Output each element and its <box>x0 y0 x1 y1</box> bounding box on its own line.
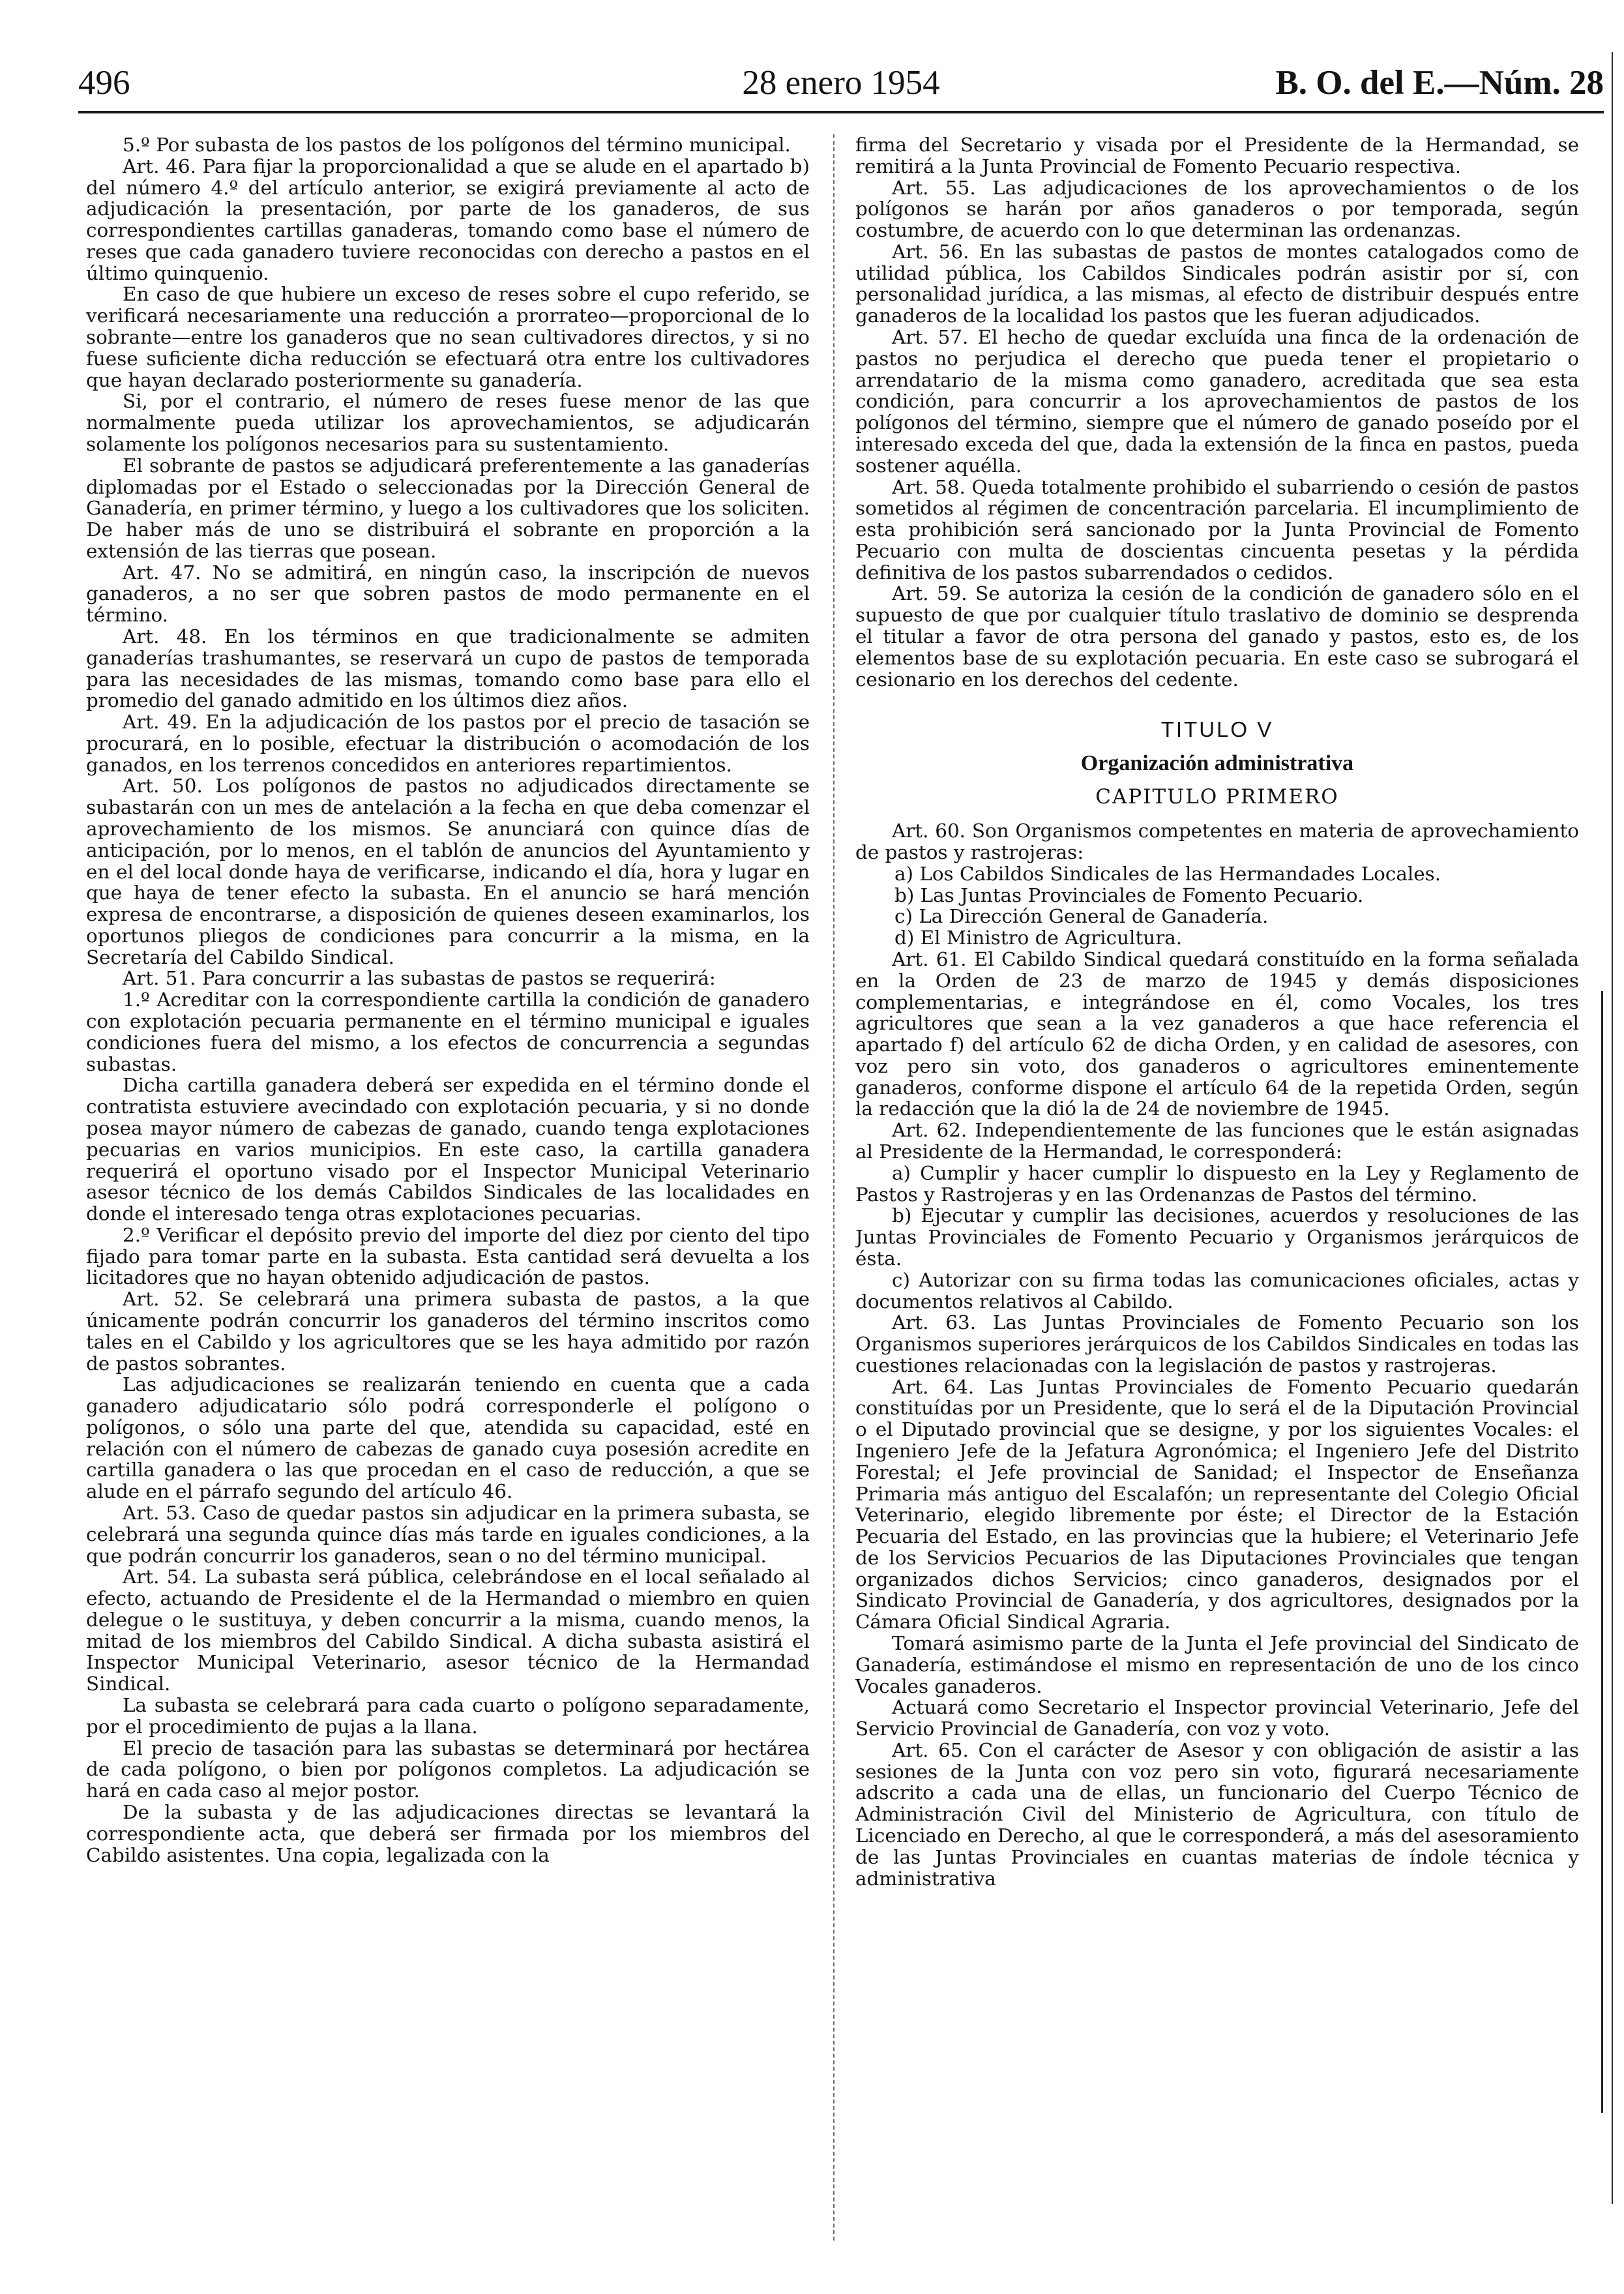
left-column <box>86 134 810 2260</box>
paragraph: Art. 52. Se celebrará una primera subasta de pastos, a la que únicamente podrán concurrir los ganaderos del término inscritos como tales en el Cabildo y los agricultores que se les haya admitido por razón de pastos sobrantes. <box>86 1288 810 1375</box>
paragraph: Art. 62. Independientemente de las funciones que le están asignadas al Presidente de la Hermandad, le corresponderá: <box>855 1119 1579 1163</box>
section-title: TITULO V <box>1160 717 1274 742</box>
paragraph: Art. 57. El hecho de quedar excluída una finca de la ordenación de pastos no perjudica el derecho que pueda tener el propietario o arrendatario de la misma como ganadero, acreditada que sea esta condición, para concurrir a los aprovechamientos de pastos de los polígonos del término, siempre que el número de ganado poseído por el interesado exceda del que, dada la extensión de la finca en pastos, pueda sostener aquélla. <box>855 326 1579 477</box>
paragraph: Art. 56. En las subastas de pastos de montes catalogados como de utilidad pública, los Cabildos Sindicales podrán asistir por sí, con personalidad jurídica, a las mismas, al efecto de distribuir después entre ganaderos de la localidad los pastos que les fueran adjudicados. <box>855 240 1579 327</box>
section-subtitle: Organización administrativa <box>1080 751 1354 776</box>
paragraph: Art. 47. No se admitirá, en ningún caso, la inscripción de nuevos ganaderos, a no ser que sobren pastos de modo permanente en el término. <box>86 561 810 627</box>
paragraph: Art. 59. Se autoriza la cesión de la condición de ganadero sólo en el supuesto de que por cualquier título traslativo de dominio se desprenda el titular a favor de otra persona del ganado y pastos, esto es, de los elementos base de su explotación pecuaria. En este caso se subrogará el cesionario en los derechos del cedente. <box>855 582 1579 691</box>
margin-bar <box>1601 991 1603 2113</box>
page-number: 496 <box>78 64 130 102</box>
chapter-heading: CAPITULO PRIMERO <box>1095 785 1339 809</box>
publication-issue: B. O. del E.—Núm. 28 <box>1275 64 1604 102</box>
paragraph: 5.º Por subasta de los pastos de los polígonos del término municipal. <box>123 134 791 156</box>
right-column <box>855 134 1579 2260</box>
paragraph: Art. 63. Las Juntas Provinciales de Fomento Pecuario son los Organismos superiores jerárquicos de los Cabildos Sindicales en todas las cuestiones relacionadas con la legislación de pastos y rastrojeras. <box>855 1311 1579 1377</box>
paragraph: Art. 49. En la adjudicación de los pastos por el precio de tasación se procurará, en lo posible, efectuar la distribución o acomodación de los ganados, en los terrenos concedidos en anteriores repartimientos. <box>86 711 810 776</box>
list-item: a) Los Cabildos Sindicales de las Hermandades Locales. <box>894 862 1441 885</box>
paragraph: En caso de que hubiere un exceso de reses sobre el cupo referido, se verificará necesariamente una reducción a prorrateo—proporcional de lo sobrante—entre los ganaderos que no sean cultivadores directos, y si no fuese suficiente dicha reducción se efectuará otra entre los cultivadores que hayan declarado posteriormente su ganadería. <box>86 283 810 391</box>
paragraph: a) Cumplir y hacer cumplir lo dispuesto en la Ley y Reglamento de Pastos y Rastrojeras y en las Ordenanzas de Pastos del término. <box>855 1161 1579 1206</box>
paragraph: Tomará asimismo parte de la Junta el Jefe provincial del Sindicato de Ganadería, estimándose el mismo en representación de uno de los cinco Vocales ganaderos. <box>855 1632 1579 1697</box>
paragraph: Art. 60. Son Organismos competentes en materia de aprovechamiento de pastos y rastrojeras: <box>855 820 1579 864</box>
paragraph: Art. 54. La subasta será pública, celebrándose en el local señalado al efecto, actuando de Presidente el de la Hermandad o miembro en quien delegue o le sustituya, y deben concurrir a la misma, cuando menos, la mitad de los miembros del Cabildo Sindical. A dicha subasta asistirá el Inspector Municipal Veterinario, asesor técnico de la Hermandad Sindical. <box>86 1566 810 1695</box>
paragraph: Art. 46. Para fijar la proporcionalidad a que se alude en el apartado b) del número 4.º del artículo anterior, se exigirá previamente al acto de adjudicación la presentación, por parte de los ganaderos, de sus correspondientes cartillas ganaderas, tomando como base el número de reses que cada ganadero tuviere reconocidas con derecho a pastos en el último quinquenio. <box>86 155 810 284</box>
paragraph: El precio de tasación para las subastas se determinará por hectárea de cada polígono, o bien por polígonos completos. La adjudicación se hará en cada caso al mejor postor. <box>86 1736 810 1802</box>
paragraph: Art. 55. Las adjudicaciones de los aprovechamientos o de los polígonos se harán por años ganaderos o por temporada, según costumbre, de acuerdo con lo que determinan las ordenanzas. <box>855 176 1579 242</box>
paragraph: Actuará como Secretario el Inspector provincial Veterinario, Jefe del Servicio Provincial de Ganadería, con voz y voto. <box>855 1696 1579 1740</box>
page-edge-line <box>1612 52 1613 2204</box>
list-item: d) El Ministro de Agricultura. <box>894 927 1183 949</box>
paragraph: Art. 48. En los términos en que tradicionalmente se admiten ganaderías trashumantes, se reservará un cupo de pastos de temporada para las necesidades de las mismas, tomando como base para ello el promedio del ganado admitido en los últimos diez años. <box>86 625 810 712</box>
paragraph: firma del Secretario y visada por el Presidente de la Hermandad, se remitirá a la Junta Provincial de Fomento Pecuario respectiva. <box>855 134 1579 177</box>
paragraph: c) Autorizar con su firma todas las comunicaciones oficiales, actas y documentos relativos al Cabildo. <box>855 1268 1579 1313</box>
paragraph: Art. 58. Queda totalmente prohibido el subarriendo o cesión de pastos sometidos al régimen de concentración parcelaria. El incumplimiento de esta prohibición será sancionado por la Junta Provincial de Fomento Pecuario con multa de doscientas cincuenta pesetas y la pérdida definitiva de los pastos subarrendados o cedidos. <box>855 475 1579 584</box>
page-header <box>78 61 1604 113</box>
paragraph: Art. 64. Las Juntas Provinciales de Fomento Pecuario quedarán constituídas por un Presidente, que lo será el de la Diputación Provincial o el Diputado provincial que se designe, y por los siguientes Vocales: el Ingeniero Jefe de la Jefatura Agronómica; el Ingeniero Jefe del Distrito Forestal; el Jefe provincial de Sanidad; el Inspector de Enseñanza Primaria más antiguo del Escalafón; un representante del Colegio Oficial Veterinario, elegido libremente por éste; el Director de la Estación Pecuaria del Estado, en las provincias que la hubiere; el Veterinario Jefe de los Servicios Pecuarios de las Diputaciones Provinciales que tengan organizados dichos Servicios; cinco ganaderos, designados por el Sindicato Provincial de Ganadería, y dos agricultores, designados por la Cámara Oficial Sindical Agraria. <box>855 1375 1579 1633</box>
paragraph: Art. 50. Los polígonos de pastos no adjudicados directamente se subastarán con un mes de antelación a la fecha en que deba comenzar el aprovechamiento de los mismos. Se anunciará con quince días de anticipación, por lo menos, en el tablón de anuncios del Ayuntamiento y en el del local donde haya de verificarse, indicando el día, hora y lugar en que haya de tener efecto la subasta. En el anuncio se hará mención expresa de encontrarse, a disposición de quienes deseen examinarlos, los oportunos pliegos de condiciones para concurrir a la misma, en la Secretaría del Cabildo Sindical. <box>86 775 810 968</box>
paragraph: Art. 61. El Cabildo Sindical quedará constituído en la forma señalada en la Orden de 23 de marzo de 1945 y demás disposiciones complementarias, e integrándose en él, como Vocales, los tres agricultores que sean a la vez ganaderos a que hace referencia el apartado f) del artículo 62 de dicha Orden, y en calidad de asesores, con voz pero sin voto, dos ganaderos o agricultores eminentemente ganaderos, conforme dispone el artículo 64 de la repetida Orden, según la redacción que la dió la de 24 de noviembre de 1945. <box>855 948 1579 1120</box>
paragraph: 2.º Verificar el depósito previo del importe del diez por ciento del tipo fijado para tomar parte en la subasta. Esta cantidad será devuelta a los licitadores que no hayan obtenido adjudicación de pastos. <box>86 1223 810 1289</box>
paragraph: Art. 51. Para concurrir a las subastas de pastos se requerirá: <box>123 967 716 990</box>
paragraph: La subasta se celebrará para cada cuarto o polígono separadamente, por el procedimiento de pujas a la llana. <box>86 1694 810 1738</box>
paragraph: Si, por el contrario, el número de reses fuese menor de las que normalmente pueda utilizar los aprovechamientos, se adjudicarán solamente los polígonos necesarios para su sustentamiento. <box>86 390 810 455</box>
column-separator <box>833 134 834 2241</box>
paragraph: Art. 65. Con el carácter de Asesor y con obligación de asistir a las sesiones de la Junta con voz pero sin voto, figurará necesariamente adscrito a cada una de ellas, un funcionario del Cuerpo Técnico de Administración Civil del Ministerio de Agricultura, con título de Licenciado en Derecho, al que le corresponderá, a más del asesoramiento de las Juntas Provinciales en cuantas materias de índole técnica y administrativa <box>855 1738 1579 1890</box>
paragraph: b) Ejecutar y cumplir las decisiones, acuerdos y resoluciones de las Juntas Provinciales de Fomento Pecuario y Organismos jerárquicos de ésta. <box>855 1204 1579 1270</box>
list-item: c) La Dirección General de Ganadería. <box>894 905 1269 928</box>
paragraph: De la subasta y de las adjudicaciones directas se levantará la correspondiente acta, que deberá ser firmada por los miembros del Cabildo asistentes. Una copia, legalizada con la <box>86 1800 810 1866</box>
issue-date: 28 enero 1954 <box>742 64 940 102</box>
paragraph: Art. 53. Caso de quedar pastos sin adjudicar en la primera subasta, se celebrará una segunda quince días más tarde en iguales condiciones, a la que podrán concurrir los ganaderos, sean o no del término municipal. <box>86 1502 810 1567</box>
paragraph: El sobrante de pastos se adjudicará preferentemente a las ganaderías diplomadas por el Estado o seleccionadas por la Dirección General de Ganadería, en primer término, y luego a los cultivadores que los soliciten. De haber más de uno se distribuirá el sobrante en proporción a la extensión de las tierras que posean. <box>86 454 810 562</box>
paragraph: Dicha cartilla ganadera deberá ser expedida en el término donde el contratista estuviere avecindado con explotación pecuaria, y si no donde posea mayor número de cabezas de ganado, cuando tenga explotaciones pecuarias en varios municipios. En este caso, la cartilla ganadera requerirá el oportuno visado por el Inspector Municipal Veterinario asesor técnico de los demás Cabildos Sindicales de las localidades en donde el interesado tenga otras explotaciones pecuarias. <box>86 1074 810 1225</box>
paragraph: 1.º Acreditar con la correspondiente cartilla la condición de ganadero con explotación pecuaria permanente en el término municipal e iguales condiciones fuera del mismo, a los efectos de concurrencia a segundas subastas. <box>86 989 810 1075</box>
list-item: b) Las Juntas Provinciales de Fomento Pecuario. <box>894 884 1364 906</box>
paragraph: Las adjudicaciones se realizarán teniendo en cuenta que a cada ganadero adjudicatario sólo podrá corresponderle el polígono o polígonos, o sólo una parte del que, atendida su capacidad, esté en relación con el número de cabezas de ganado cuya posesión acredite en cartilla ganadera o las que procedan en el caso de reducción, a que se alude en el párrafo segundo del artículo 46. <box>86 1373 810 1503</box>
